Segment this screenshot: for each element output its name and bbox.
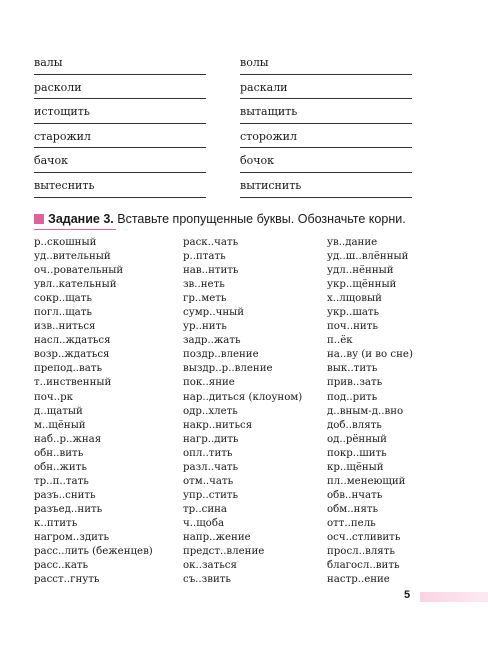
exercise-word: вык..тить	[327, 363, 378, 375]
word-pair-right	[240, 126, 412, 151]
exercise-word: оч..ровательный	[34, 265, 124, 277]
exercise-word: тр..сина	[183, 503, 227, 515]
word: волы	[240, 56, 269, 69]
exercise-word: покр..шить	[327, 447, 387, 459]
exercise-word: обм..нять	[327, 503, 379, 515]
exercise-word: отт..пель	[327, 517, 376, 529]
exercise-word: м..щёный	[34, 419, 86, 431]
exercise-word: напр..жение	[183, 531, 251, 543]
answer-line	[34, 98, 206, 99]
exercise-word: на..ву (и во сне)	[327, 349, 413, 361]
exercise-word: х..лщовый	[327, 293, 382, 305]
exercise-word: ур..нить	[183, 321, 227, 333]
exercise-word: ув..дание	[327, 237, 378, 248]
word-pair-right	[240, 150, 412, 175]
answer-line	[240, 172, 412, 173]
exercise-word: накр..ниться	[183, 419, 253, 431]
footer-bar	[420, 592, 488, 602]
exercise-word: нар..диться (клоуном)	[183, 391, 303, 403]
answer-line	[240, 123, 412, 124]
word-pair-right	[240, 77, 412, 102]
answer-line	[240, 98, 412, 99]
exercise-word: опл..тить	[183, 447, 233, 459]
exercise-word: р..скошный	[34, 237, 97, 248]
exercise-word: укр..шать	[327, 307, 380, 319]
exercise-word: поздр..вление	[183, 349, 259, 361]
word-pair-right	[240, 175, 412, 200]
word: сторожил	[240, 129, 297, 143]
word-pair-row	[34, 150, 414, 175]
exercise-word: увл..кательный	[34, 279, 117, 291]
exercise-word: р..птать	[183, 251, 226, 263]
exercise-word: погл..щать	[34, 307, 92, 319]
word-pair-right	[240, 52, 412, 77]
exercise-word: выздр..р..вление	[183, 363, 273, 375]
exercise-word: сумр..чный	[183, 307, 245, 319]
word-column-1	[34, 236, 153, 587]
exercise-word: расс..кать	[34, 560, 89, 572]
task-label: Задание 3.	[48, 212, 114, 226]
exercise-word: удл..нённый	[327, 265, 394, 277]
word: валы	[34, 56, 63, 69]
word-pair-row	[34, 101, 414, 126]
answer-line	[34, 147, 206, 148]
word: вытеснить	[34, 178, 95, 192]
word: раскали	[240, 80, 288, 94]
exercise-word: зв..неть	[183, 279, 225, 291]
exercise-word: тр..п..тать	[34, 475, 89, 487]
exercise-word: поч..нить	[327, 321, 378, 333]
exercise-word: нав..нтить	[183, 265, 239, 277]
exercise-word: под..рить	[327, 391, 378, 403]
word: вытиснить	[240, 178, 302, 192]
exercise-word: наб..р..жная	[34, 433, 102, 445]
word-pair-left	[34, 175, 206, 200]
word-pair-left	[34, 126, 206, 151]
task-underline	[34, 229, 116, 230]
exercise-word: разъ..снить	[34, 489, 96, 501]
exercise-word: обв..нчать	[327, 489, 383, 501]
exercise-word: пл..менеющий	[327, 475, 406, 487]
word-column-2	[183, 236, 302, 587]
word-pair-row	[34, 77, 414, 102]
exercise-word: д..щатый	[34, 405, 83, 417]
word-pair-left	[34, 101, 206, 126]
exercise-word: доб..влять	[327, 419, 382, 431]
word-pairs	[34, 52, 414, 200]
exercise-word: ч..щоба	[183, 517, 225, 529]
exercise-word: просл..влять	[327, 546, 395, 558]
word-column-3	[327, 236, 413, 587]
exercise-word: разл..чать	[183, 461, 239, 473]
exercise-word: т..инственный	[34, 377, 112, 389]
exercise-word: отм..чать	[183, 475, 234, 487]
exercise-word: обн..жить	[34, 461, 87, 473]
exercise-word: п..ёк	[327, 335, 353, 347]
exercise-word: обн..вить	[34, 447, 84, 459]
answer-line	[240, 197, 412, 198]
exercise-word: препод..вать	[34, 363, 103, 375]
exercise-word: уд..ш..влённый	[327, 251, 409, 263]
exercise-word: прив..зать	[327, 377, 383, 389]
answer-line	[34, 74, 206, 75]
exercise-word: съ..звить	[183, 574, 231, 586]
exercise-word: од..рённый	[327, 433, 387, 445]
exercise-word: благосл..вить	[327, 560, 400, 572]
exercise-word: разъед..нить	[34, 503, 103, 515]
exercise-word: поч..рк	[34, 391, 74, 403]
exercise-word: упр..стить	[183, 489, 239, 501]
exercise-word: возр..ждаться	[34, 349, 110, 361]
answer-line	[34, 172, 206, 173]
answer-line	[34, 123, 206, 124]
exercise-word: одр..хлеть	[183, 405, 238, 417]
exercise-word: расс..лить (беженцев)	[34, 546, 153, 558]
word: истощить	[34, 105, 90, 119]
exercise-word: нагром..здить	[34, 531, 110, 543]
word: бачок	[34, 154, 68, 168]
exercise-word: гр..меть	[183, 293, 227, 305]
exercise-word: уд..вительный	[34, 251, 111, 263]
exercise-word: раск..чать	[183, 237, 239, 248]
exercise-word: нагр..дить	[183, 433, 239, 445]
word-pair-right	[240, 101, 412, 126]
word: старожил	[34, 129, 91, 143]
task-instruction: Вставьте пропущенные буквы. Обозначьте корни.	[117, 212, 406, 226]
exercise-word: насл..ждаться	[34, 335, 111, 347]
page-number: 5	[404, 589, 411, 601]
word: расколи	[34, 80, 82, 94]
answer-line	[34, 197, 206, 198]
exercise-word: предст..вление	[183, 546, 265, 558]
word-pair-row	[34, 52, 414, 77]
exercise-word: пок..яние	[183, 377, 235, 389]
exercise-word: задр..жать	[183, 335, 241, 347]
exercise-word: сокр..щать	[34, 293, 92, 305]
exercise-word: к..птить	[34, 517, 78, 529]
word: вытащить	[240, 105, 298, 119]
word-pair-row	[34, 126, 414, 151]
exercise-word: д..вным-д..вно	[327, 405, 404, 417]
exercise-word: изв..ниться	[34, 321, 96, 333]
exercise-word: укр..щённый	[327, 279, 397, 291]
exercise-word: кр..щёный	[327, 461, 384, 473]
word-pair-left	[34, 52, 206, 77]
exercise-word: осч..стливить	[327, 531, 401, 543]
word-pair-left	[34, 77, 206, 102]
answer-line	[240, 147, 412, 148]
answer-line	[240, 74, 412, 75]
exercise-word: расст..гнуть	[34, 574, 100, 586]
square-marker-icon	[34, 214, 44, 224]
task-heading	[34, 212, 464, 226]
word-pair-row	[34, 175, 414, 200]
exercise-word: настр..ение	[327, 574, 390, 586]
word-pair-left	[34, 150, 206, 175]
exercise-word: ок..заться	[183, 560, 237, 572]
word: бочок	[240, 154, 275, 168]
